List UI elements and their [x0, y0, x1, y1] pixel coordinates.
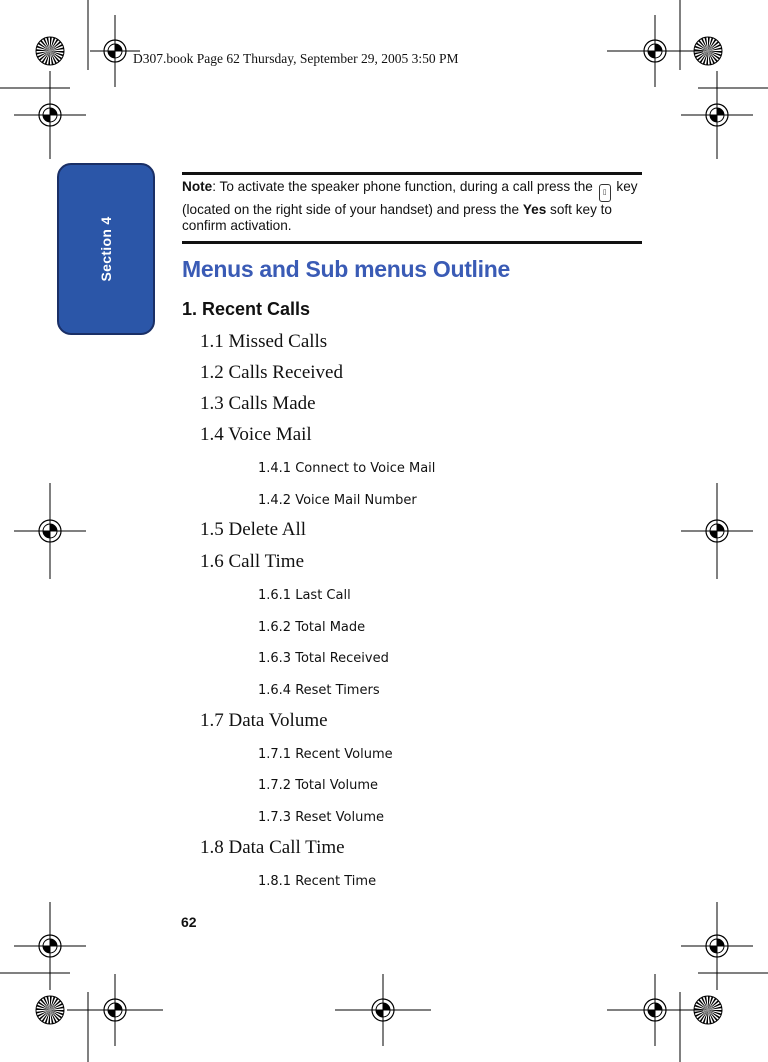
submenu-item: 1.6.1 Last Call [258, 588, 351, 603]
note-block [182, 179, 644, 233]
menu-item: 1.2 Calls Received [200, 362, 343, 383]
submenu-item: 1.6.2 Total Made [258, 620, 366, 635]
section-tab [57, 163, 155, 335]
submenu-item: 1.8.1 Recent Time [258, 874, 377, 889]
submenu-item: 1.7.1 Recent Volume [258, 747, 393, 762]
page-number: 62 [181, 914, 197, 930]
menu-item: 1.5 Delete All [200, 519, 307, 540]
menu-item: 1.8 Data Call Time [200, 837, 345, 858]
menu-item: 1.7 Data Volume [200, 710, 328, 731]
submenu-item: 1.6.4 Reset Timers [258, 683, 380, 698]
menu-item: 1.6 Call Time [200, 551, 304, 572]
note-top-rule [182, 172, 642, 175]
submenu-item: 1.4.2 Voice Mail Number [258, 493, 417, 508]
note-bottom-rule [182, 241, 642, 244]
submenu-item: 1.7.2 Total Volume [258, 778, 379, 793]
menu-item: 1.3 Calls Made [200, 393, 316, 414]
note-text-3: soft key to confirm activation. [182, 202, 612, 233]
note-yes: Yes [522, 202, 547, 217]
submenu-item: 1.7.3 Reset Volume [258, 810, 385, 825]
submenu-item: 1.6.3 Total Received [258, 651, 389, 666]
submenu-item: 1.4.1 Connect to Voice Mail [258, 461, 436, 476]
section-title: Menus and Sub menus Outline [182, 256, 510, 282]
section-tab-label: Section 4 [98, 216, 114, 282]
menu-item: 1.1 Missed Calls [200, 331, 328, 352]
speaker-key-icon: ▯ [599, 184, 611, 202]
note-label: Note [182, 179, 213, 194]
note-text-1: : To activate the speaker phone function, during a call press the [212, 179, 593, 194]
menu-group-title: 1. Recent Calls [182, 299, 311, 319]
note-text-2: key (located on the right side of your handset) and press the [182, 179, 638, 217]
menu-item: 1.4 Voice Mail [200, 424, 312, 445]
print-header: D307.book Page 62 Thursday, September 29, 2005 3:50 PM [133, 51, 459, 66]
